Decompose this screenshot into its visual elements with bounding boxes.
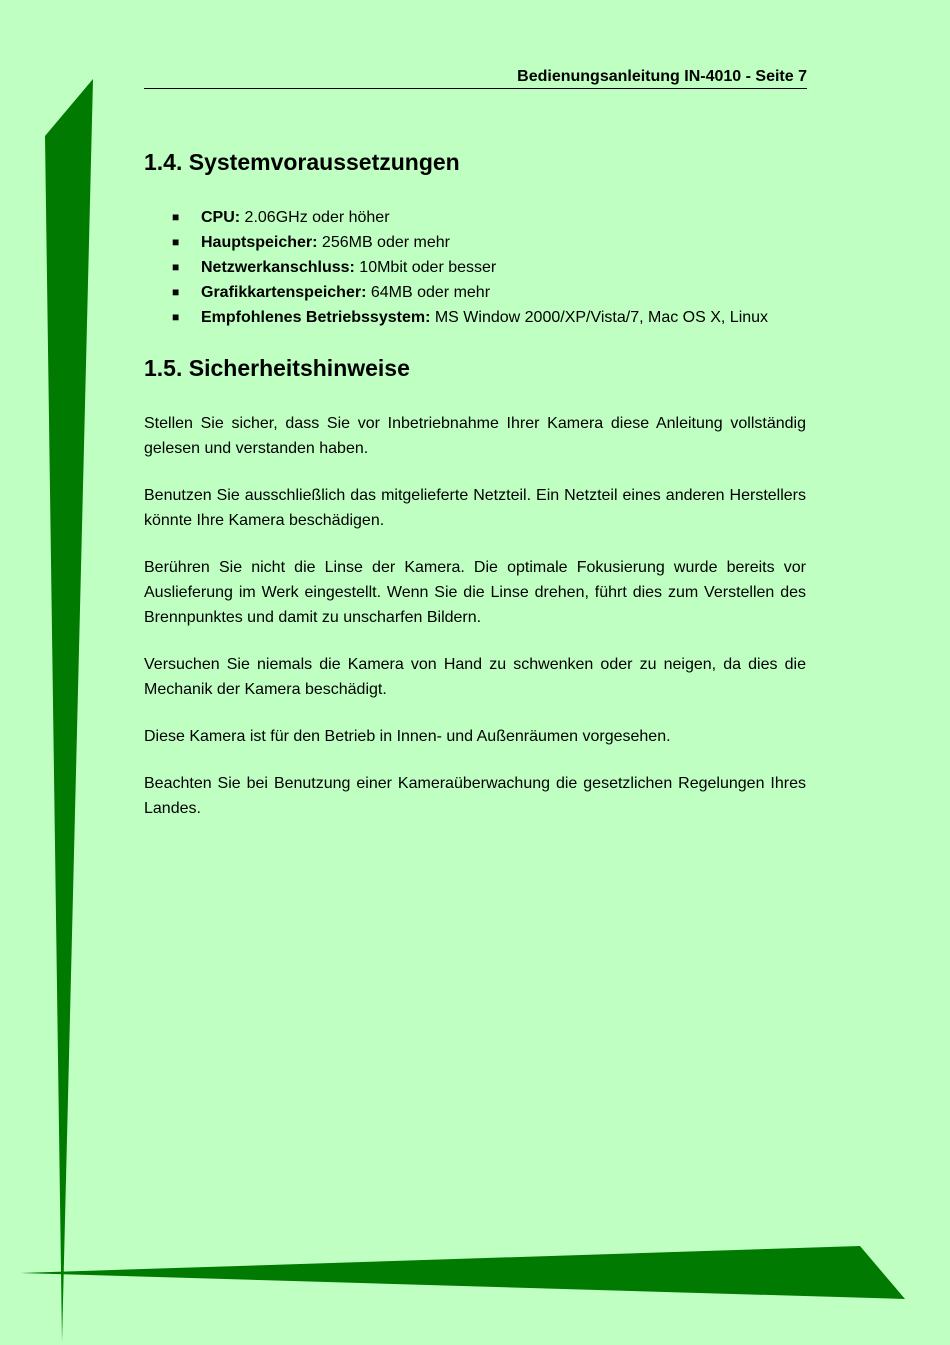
safety-paragraph: Diese Kamera ist für den Betrieb in Innen- und Außenräumen vorgesehen. [144,728,671,745]
section-title-sicherheitshinweise: 1.5. Sicherheitshinweise [144,355,410,381]
horizontal-green-wedge [20,1246,905,1299]
safety-paragraph: Benutzen Sie ausschließlich das mitgelieferte Netzteil. Ein Netzteil eines anderen Herstellers könnte Ihre Kamera beschädigen. [144,487,806,529]
section-title-systemvoraussetzungen: 1.4. Systemvoraussetzungen [144,149,460,175]
vertical-green-wedge [45,79,93,1342]
bullet-square-icon: ■ [172,235,180,249]
requirements-list [144,205,806,330]
requirement-label: CPU: [201,209,241,226]
page-content [144,146,806,821]
safety-paragraph: Versuchen Sie niemals die Kamera von Hand zu schwenken oder zu neigen, da dies die Mechanik der Kamera beschädigt. [144,656,806,698]
requirement-value: MS Window 2000/XP/Vista/7, Mac OS X, Linux [430,309,769,326]
requirement-value: 64MB oder mehr [366,284,491,301]
list-item [144,255,806,280]
requirement-value: 2.06GHz oder höher [240,209,390,226]
bullet-square-icon: ■ [172,310,180,324]
bullet-square-icon: ■ [172,260,180,274]
requirement-label: Empfohlenes Betriebssystem: [201,309,431,326]
page-header: Bedienungsanleitung IN-4010 - Seite 7 [144,66,807,89]
list-item [144,280,806,305]
requirement-value: 10Mbit oder besser [354,259,497,276]
requirement-label: Hauptspeicher: [201,234,318,251]
bullet-square-icon: ■ [172,285,180,299]
list-item [144,305,806,330]
safety-paragraph: Beachten Sie bei Benutzung einer Kameraüberwachung die gesetzlichen Regelungen Ihres Landes. [144,775,806,817]
requirement-label: Netzwerkanschluss: [201,259,355,276]
requirement-label: Grafikkartenspeicher: [201,284,367,301]
list-item [144,230,806,255]
requirement-value: 256MB oder mehr [317,234,450,251]
safety-paragraph: Stellen Sie sicher, dass Sie vor Inbetriebnahme Ihrer Kamera diese Anleitung vollständig gelesen und verstanden haben. [144,415,806,457]
bullet-square-icon: ■ [172,210,180,224]
list-item [144,205,806,230]
safety-paragraph: Berühren Sie nicht die Linse der Kamera. Die optimale Fokusierung wurde bereits vor Auslieferung im Werk eingestellt. Wenn Sie die Linse drehen, führt dies zum Verstellen des Brennpunktes und damit zu unscharfen Bildern. [144,559,806,626]
